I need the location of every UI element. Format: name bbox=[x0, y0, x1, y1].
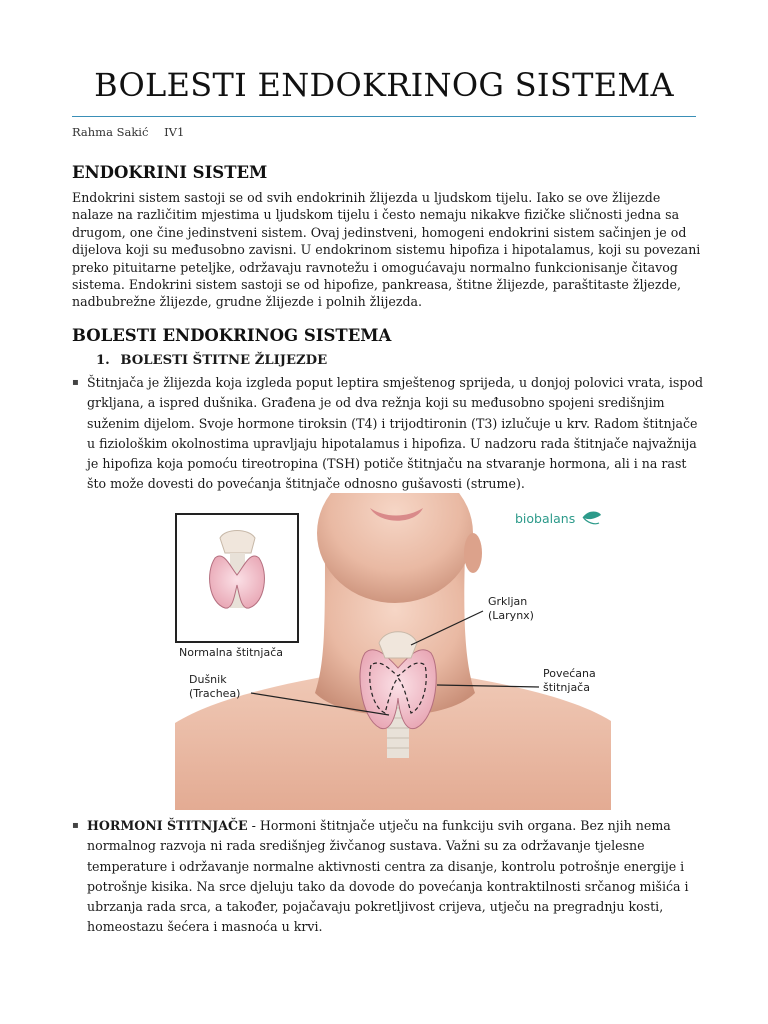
bullet-item bbox=[72, 373, 704, 495]
label-larynx-line1: Grkljan bbox=[488, 595, 528, 608]
label-trachea-line1: Dušnik bbox=[189, 673, 227, 686]
section-paragraph-endocrine: Endokrini sistem sastoji se od svih endokrinih žlijezda u ljudskom tijelu. Iako se ove žlijezde nalaze na različitim mjestima u ljudskom tijelu i često nemaju nikakve fizičke sličnosti jedna sa drugom, one čine jedinstveni sistem. Ovaj jedinstveni, homogeni endokrini sistem sačinjen je od dijelova koji su međusobno zavisni. U endokrinom sistemu hipofiza i hipotalamus, koji su povezani preko pituitarne peteljke, održavaju ravnotežu i omogućavaju normalno funkcionisanje čitavog sistema. Endokrini sistem sastoji se od hipofize, pankreasa, štitne žlijezde, paraštitaste žljezde, nadbubrežne žlijezde, grudne žlijezde i polnih žlijezda. bbox=[72, 190, 701, 310]
title-divider bbox=[72, 116, 696, 117]
section-heading-endocrine: ENDOKRINI SISTEM bbox=[72, 163, 268, 182]
author-line bbox=[72, 125, 196, 139]
brand-logo-text: biobalans bbox=[515, 511, 576, 526]
label-normal-thyroid: Normalna štitnjača bbox=[179, 646, 283, 659]
bullet-bold-term: HORMONI ŠTITNJAČE bbox=[87, 818, 248, 833]
subheading-number: 1. bbox=[96, 353, 110, 368]
thyroid-illustration bbox=[175, 493, 611, 810]
label-enlarged-line1: Povećana bbox=[543, 667, 596, 680]
label-trachea-line2: (Trachea) bbox=[189, 687, 241, 700]
bullet-body: - Hormoni štitnjače utječu na funkciju svih organa. Bez njih nema normalnog razvoja ni rada središnjeg živčanog sustava. Važni su za održavanje tjelesne temperature i održavanje normalne aktivnosti centra za disanje, kontrolu potrošnje energije i potrošnje kisika. Na srce djeluju tako da dovode do povećanja kontraktilnosti srčanog mišića i ubrzanja rada srca, a također, pojačavaju pokretljivost crijeva, utječu na pregradnju kosti, homeostazu šećera i masnoća u krvi. bbox=[87, 818, 689, 935]
ear-shape bbox=[464, 533, 482, 573]
author-name: Rahma Sakić bbox=[72, 125, 149, 139]
label-larynx-line2: (Larynx) bbox=[488, 609, 534, 622]
bullet-text: Štitnjača je žlijezda koja izgleda poput leptira smještenog sprijeda, u donjoj polovici vrata, ispod grkljana, a ispred dušnika. Građena je od dva režnja koji su međusobno spojeni središnjim suženim dijelom. Svoje hormone tiroksin (T4) i trijodtironin (T3) izlučuje u krv. Radom štitnjače u fiziološkim okolnostima upravljaju hipotalamus i hipofiza. U nadzoru rada štitnjače najvažnija je hipofiza koja pomoću tireotropina (TSH) potiče štitnjaču na stvaranje hormona, ali i na rast što može dovesti do povećanja štitnjače odnosno gušavosti (strume). bbox=[87, 375, 704, 492]
section-heading-diseases: BOLESTI ENDOKRINOG SISTEMA bbox=[72, 326, 392, 345]
subheading-thyroid bbox=[96, 353, 327, 368]
bullet-text bbox=[87, 816, 704, 938]
document-title: BOLESTI ENDOKRINOG SISTEMA bbox=[94, 66, 674, 104]
label-enlarged-line2: štitnjača bbox=[543, 681, 590, 694]
author-class: IV1 bbox=[164, 125, 185, 139]
subheading-text: BOLESTI ŠTITNE ŽLIJEZDE bbox=[120, 353, 328, 368]
bullet-item bbox=[72, 816, 704, 938]
bullet-marker: ▪ bbox=[72, 377, 79, 388]
bullet-marker: ▪ bbox=[72, 820, 79, 831]
